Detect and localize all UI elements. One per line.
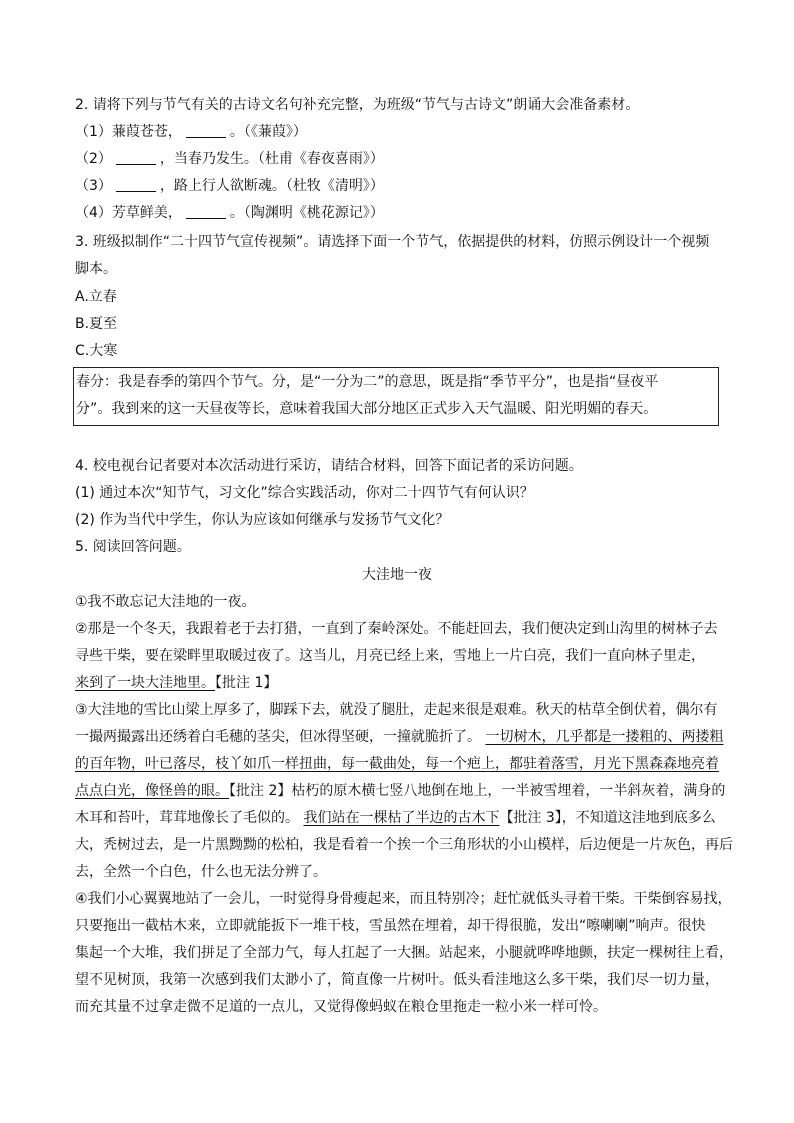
p3-line2-plain: 一撮两撮露出还绣着白毛穗的茎尖，但冰得坚硬，一撞就脆折了。 bbox=[75, 729, 481, 745]
q3-stem-line2: 脚本。 bbox=[75, 261, 117, 277]
passage-p3-line1: ③大洼地的雪比山梁上厚多了，脚踩下去，就没了腿肚，走起来很是艰难。秋天的枯草全倒伏着，偶尔有 bbox=[75, 702, 718, 718]
passage-p3-line6: 大，秃树过去，是一片黑黝黝的松柏，我是看着一个挨一个三角形状的小山模样，后边便是一片灰色，再后 bbox=[75, 837, 733, 853]
q3-stem-line1: 3. 班级拟制作“二十四节气宣传视频”。请选择下面一个节气，依据提供的材料，仿照示例设计一个视频 bbox=[75, 234, 710, 250]
passage-p4-line1: ④我们小心翼翼地站了一会儿，一时觉得身骨瘦起来，而且特别冷；赶忙就低头寻着干柴。干柴倒容易找， bbox=[75, 891, 732, 907]
passage-p3-line7: 去，全然一个白色，什么也无法分辨了。 bbox=[75, 864, 327, 880]
passage-p4-line5: 而充其量不过拿走微不足道的一点儿，又觉得像蚂蚁在粮仓里拖走一粒小米一样可怜。 bbox=[75, 999, 607, 1015]
answer-blank[interactable] bbox=[186, 123, 226, 138]
passage-p4-line3: 集起一个大堆，我们拼足了全部力气，每人扛起了一大捆。站起来，小腿就哗哗地颤，扶定一棵树往上看， bbox=[75, 945, 733, 961]
q2-item-2-pre: （2） bbox=[75, 151, 112, 167]
q3-option-b[interactable]: B.夏至 bbox=[75, 316, 118, 332]
q2-item-4-post: 。（陶渊明《桃花源记》） bbox=[229, 205, 384, 221]
passage-p2-line1: ②那是一个冬天，我跟着老于去打猎，一直到了秦岭深处。不能赶回去，我们便决定到山沟里的树林子去 bbox=[75, 621, 718, 637]
q2-item-1 bbox=[75, 122, 725, 142]
q2-item-4-pre: （4）芳草鲜美， bbox=[75, 205, 182, 221]
answer-blank[interactable] bbox=[116, 150, 156, 165]
q2-item-3-post: ，路上行人欲断魂。（杜牧《清明》） bbox=[159, 178, 384, 194]
q3-option-a[interactable]: A.立春 bbox=[75, 289, 117, 305]
underlined-text: 来到了一块大洼地里。 bbox=[75, 675, 215, 691]
passage-p2-line3 bbox=[75, 673, 727, 693]
q4-sub2: (2) 作为当代中学生，你认为应该如何继承与发扬节气文化？ bbox=[75, 512, 450, 528]
q2-item-1-pre: （1）蒹葭苍苍， bbox=[75, 124, 182, 140]
passage-p3-line5 bbox=[75, 808, 727, 828]
example-line1: 春分：我是春季的第四个节气。分，是“一分为二”的意思，既是指“季节平分”，也是指“昼夜平 bbox=[76, 374, 659, 390]
passage-p1: ①我不敢忘记大洼地的一夜。 bbox=[75, 594, 256, 610]
underlined-text: 的百年物，叶已落尽，枝丫如爪一样扭曲，每一截曲处，每一个疤上，都驻着落雪，月光下黑森森地亮着 bbox=[75, 756, 719, 772]
passage-p3-line4 bbox=[75, 781, 727, 801]
passage-title: 大洼地一夜 bbox=[362, 567, 432, 583]
q3-option-c[interactable]: C.大寒 bbox=[75, 343, 118, 359]
annotation-2-text: 【批注 2】枯朽的原木横七竖八地倒在地上，一半被雪埋着，一半斜灰着，满身的 bbox=[229, 783, 726, 799]
q2-item-3-pre: （3） bbox=[75, 178, 112, 194]
underlined-text: 我们站在一棵枯了半边的古木下 bbox=[303, 810, 500, 826]
passage-p4-line2: 只要拖出一截枯木来，立即就能扳下一堆干枝，雪虽然在埋着，却干得很脆，发出“嚓喇喇”响声。很快 bbox=[75, 918, 706, 934]
annotation-3-text: 【批注 3】，不知道这洼地到底多么 bbox=[499, 810, 716, 826]
q2-item-4 bbox=[75, 203, 725, 223]
passage-p3-line3 bbox=[75, 754, 727, 774]
annotation-1: 【批注 1】 bbox=[215, 675, 278, 691]
q2-item-3 bbox=[75, 176, 725, 196]
answer-blank[interactable] bbox=[116, 177, 156, 192]
q4-sub1: (1) 通过本次“知节气，习文化”综合实践活动，你对二十四节气有何认识？ bbox=[75, 485, 534, 501]
passage-p3-line2 bbox=[75, 727, 727, 747]
passage-p2-line2: 寻些干柴，要在梁畔里取暖过夜了。这当儿，月亮已经上来，雪地上一片白亮，我们一直向林子里走， bbox=[75, 648, 705, 664]
p3-line5-plain: 木耳和苔叶，茸茸地像长了毛似的。 bbox=[75, 810, 299, 826]
underlined-text: 一切树木，几乎都是一搂粗的、两搂粗 bbox=[485, 729, 724, 745]
q2-item-1-post: 。（《蒹葭》） bbox=[229, 124, 307, 140]
q4-stem: 4. 校电视台记者要对本次活动进行采访，请结合材料，回答下面记者的采访问题。 bbox=[75, 458, 583, 474]
answer-blank[interactable] bbox=[186, 204, 226, 219]
example-line2: 分”。我到来的这一天昼夜等长，意味着我国大部分地区正式步入天气温暖、阳光明媚的春天。 bbox=[76, 401, 658, 417]
q2-item-2 bbox=[75, 149, 725, 169]
q2-item-2-post: ，当春乃发生。（杜甫《春夜喜雨》） bbox=[159, 151, 384, 167]
q2-stem: 2. 请将下列与节气有关的古诗文名句补充完整，为班级“节气与古诗文”朗诵大会准备素材。 bbox=[75, 97, 640, 113]
q5-stem: 5. 阅读回答问题。 bbox=[75, 539, 191, 555]
example-box bbox=[73, 367, 719, 426]
underlined-text: 点点白光，像怪兽的眼。 bbox=[75, 783, 229, 799]
passage-p4-line4: 望不见树顶，我第一次感到我们太渺小了，简直像一片树叶。低头看洼地这么多干柴，我们尽一切力量， bbox=[75, 972, 719, 988]
